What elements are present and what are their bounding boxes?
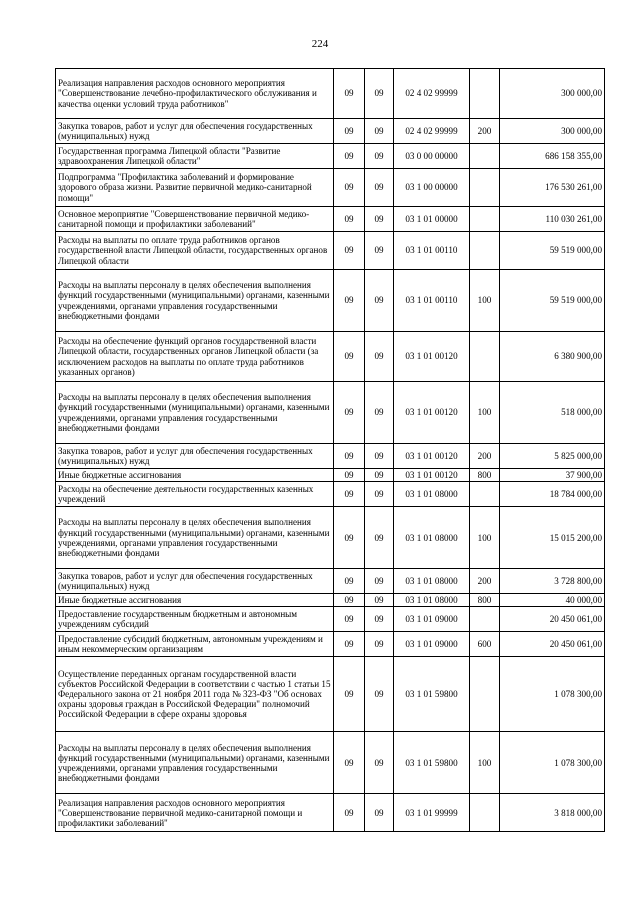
row-target-code: 03 1 01 08000 [394,594,470,607]
row-name: Подпрограмма "Профилактика заболеваний и формирование здорового образа жизни. Развитие первичной медико-санитарной помощи" [56,169,334,207]
row-section: 09 [334,232,365,270]
row-amount: 300 000,00 [500,119,605,144]
row-expense-type: 600 [470,632,500,657]
row-expense-type [470,207,500,232]
row-expense-type [470,144,500,169]
row-subsection: 09 [365,207,394,232]
table-row [56,657,605,732]
row-amount: 176 530 261,00 [500,169,605,207]
row-target-code: 02 4 02 99999 [394,119,470,144]
table-row [56,270,605,332]
row-subsection: 09 [365,607,394,632]
row-section: 09 [334,444,365,469]
row-subsection: 09 [365,732,394,794]
row-subsection: 09 [365,144,394,169]
row-subsection: 09 [365,232,394,270]
row-target-code: 03 0 00 00000 [394,144,470,169]
row-target-code: 03 1 00 00000 [394,169,470,207]
row-subsection: 09 [365,632,394,657]
row-name: Иные бюджетные ассигнования [56,469,334,482]
row-name: Расходы на выплаты персоналу в целях обеспечения выполнения функций государственными (муниципальными) органами, казенными учреждениями, органами управления государственными внебюджетными фондами [56,270,334,332]
table-row [56,482,605,507]
row-expense-type: 100 [470,732,500,794]
row-subsection: 09 [365,119,394,144]
row-name: Иные бюджетные ассигнования [56,594,334,607]
row-section: 09 [334,144,365,169]
row-amount: 20 450 061,00 [500,607,605,632]
row-target-code: 03 1 01 08000 [394,569,470,594]
row-subsection: 09 [365,332,394,382]
budget-table-body [56,69,605,832]
row-amount: 3 818 000,00 [500,794,605,832]
table-row [56,232,605,270]
table-row [56,507,605,569]
row-section: 09 [334,270,365,332]
row-amount: 1 078 300,00 [500,657,605,732]
row-subsection: 09 [365,382,394,444]
row-section: 09 [334,569,365,594]
row-expense-type: 800 [470,469,500,482]
row-name: Расходы на обеспечение функций органов государственной власти Липецкой области, государственных органов Липецкой области (за исключением расходов на выплаты по оплате труда работников указанных органов) [56,332,334,382]
row-target-code: 03 1 01 09000 [394,607,470,632]
row-expense-type [470,169,500,207]
table-row [56,444,605,469]
row-subsection: 09 [365,794,394,832]
row-target-code: 03 1 01 00120 [394,332,470,382]
row-section: 09 [334,482,365,507]
table-row [56,144,605,169]
table-row [56,169,605,207]
row-section: 09 [334,69,365,119]
row-target-code: 03 1 01 00110 [394,232,470,270]
budget-table [55,68,605,832]
row-subsection: 09 [365,444,394,469]
row-expense-type [470,657,500,732]
row-name: Расходы на выплаты персоналу в целях обеспечения выполнения функций государственными (муниципальными) органами, казенными учреждениями, органами управления государственными внебюджетными фондами [56,382,334,444]
row-amount: 20 450 061,00 [500,632,605,657]
row-amount: 518 000,00 [500,382,605,444]
row-expense-type: 100 [470,382,500,444]
row-name: Государственная программа Липецкой области "Развитие здравоохранения Липецкой области" [56,144,334,169]
row-target-code: 03 1 01 09000 [394,632,470,657]
row-subsection: 09 [365,270,394,332]
table-row [56,469,605,482]
row-section: 09 [334,207,365,232]
row-amount: 59 519 000,00 [500,270,605,332]
row-amount: 686 158 355,00 [500,144,605,169]
row-amount: 6 380 900,00 [500,332,605,382]
row-subsection: 09 [365,169,394,207]
row-target-code: 03 1 01 99999 [394,794,470,832]
row-name: Расходы на выплаты персоналу в целях обеспечения выполнения функций государственными (муниципальными) органами, казенными учреждениями, органами управления государственными внебюджетными фондами [56,732,334,794]
row-section: 09 [334,119,365,144]
table-row [56,632,605,657]
table-row [56,794,605,832]
row-section: 09 [334,794,365,832]
row-expense-type [470,332,500,382]
row-name: Расходы на выплаты персоналу в целях обеспечения выполнения функций государственными (муниципальными) органами, казенными учреждениями, органами управления государственными внебюджетными фондами [56,507,334,569]
table-row [56,732,605,794]
row-name: Предоставление государственным бюджетным и автономным учреждениям субсидий [56,607,334,632]
row-subsection: 09 [365,569,394,594]
row-amount: 1 078 300,00 [500,732,605,794]
row-amount: 110 030 261,00 [500,207,605,232]
row-amount: 5 825 000,00 [500,444,605,469]
row-target-code: 03 1 01 59800 [394,657,470,732]
row-name: Осуществление переданных органам государственной власти субъектов Российской Федерации в соответствии с частью 1 статьи 15 Федерального закона от 21 ноября 2011 года № 323-ФЗ "Об основах охраны здоровья граждан в Российской Федерации" полномочий Российской Федерации в сфере охраны здоровья [56,657,334,732]
row-expense-type: 100 [470,270,500,332]
row-amount: 40 000,00 [500,594,605,607]
row-subsection: 09 [365,507,394,569]
row-subsection: 09 [365,657,394,732]
row-amount: 3 728 800,00 [500,569,605,594]
table-row [56,594,605,607]
row-name: Основное мероприятие "Совершенствование первичной медико-санитарной помощи и профилактики заболеваний" [56,207,334,232]
table-row [56,607,605,632]
row-expense-type [470,794,500,832]
row-section: 09 [334,632,365,657]
row-name: Закупка товаров, работ и услуг для обеспечения государственных (муниципальных) нужд [56,444,334,469]
row-target-code: 03 1 01 00110 [394,270,470,332]
row-target-code: 03 1 01 00120 [394,444,470,469]
row-subsection: 09 [365,469,394,482]
row-name: Предоставление субсидий бюджетным, автономным учреждениям и иным некоммерческим организациям [56,632,334,657]
page-number: 224 [311,38,329,50]
row-target-code: 03 1 01 00120 [394,469,470,482]
row-name: Реализация направления расходов основного мероприятия "Совершенствование первичной медико-санитарной помощи и профилактики заболеваний" [56,794,334,832]
row-amount: 300 000,00 [500,69,605,119]
table-row [56,207,605,232]
row-subsection: 09 [365,69,394,119]
row-expense-type: 200 [470,119,500,144]
row-expense-type: 200 [470,444,500,469]
row-section: 09 [334,607,365,632]
row-section: 09 [334,382,365,444]
row-amount: 15 015 200,00 [500,507,605,569]
row-target-code: 03 1 01 00120 [394,382,470,444]
row-subsection: 09 [365,482,394,507]
row-expense-type: 800 [470,594,500,607]
row-name: Закупка товаров, работ и услуг для обеспечения государственных (муниципальных) нужд [56,119,334,144]
row-target-code: 02 4 02 99999 [394,69,470,119]
row-name: Расходы на выплаты по оплате труда работников органов государственной власти Липецкой области, государственных органов Липецкой области [56,232,334,270]
table-row [56,69,605,119]
row-target-code: 03 1 01 00000 [394,207,470,232]
table-row [56,569,605,594]
row-name: Реализация направления расходов основного мероприятия "Совершенствование лечебно-профилактического обслуживания и качества оценки условий труда работников" [56,69,334,119]
row-section: 09 [334,507,365,569]
row-expense-type [470,607,500,632]
row-section: 09 [334,594,365,607]
row-target-code: 03 1 01 08000 [394,482,470,507]
row-section: 09 [334,732,365,794]
row-name: Расходы на обеспечение деятельности государственных казенных учреждений [56,482,334,507]
row-expense-type [470,232,500,270]
table-row [56,119,605,144]
row-name: Закупка товаров, работ и услуг для обеспечения государственных (муниципальных) нужд [56,569,334,594]
row-section: 09 [334,332,365,382]
table-row [56,332,605,382]
row-amount: 37 900,00 [500,469,605,482]
row-expense-type [470,69,500,119]
row-amount: 18 784 000,00 [500,482,605,507]
row-target-code: 03 1 01 59800 [394,732,470,794]
row-section: 09 [334,169,365,207]
row-subsection: 09 [365,594,394,607]
table-row [56,382,605,444]
row-section: 09 [334,469,365,482]
row-target-code: 03 1 01 08000 [394,507,470,569]
row-amount: 59 519 000,00 [500,232,605,270]
row-section: 09 [334,657,365,732]
row-expense-type: 200 [470,569,500,594]
row-expense-type [470,482,500,507]
row-expense-type: 100 [470,507,500,569]
